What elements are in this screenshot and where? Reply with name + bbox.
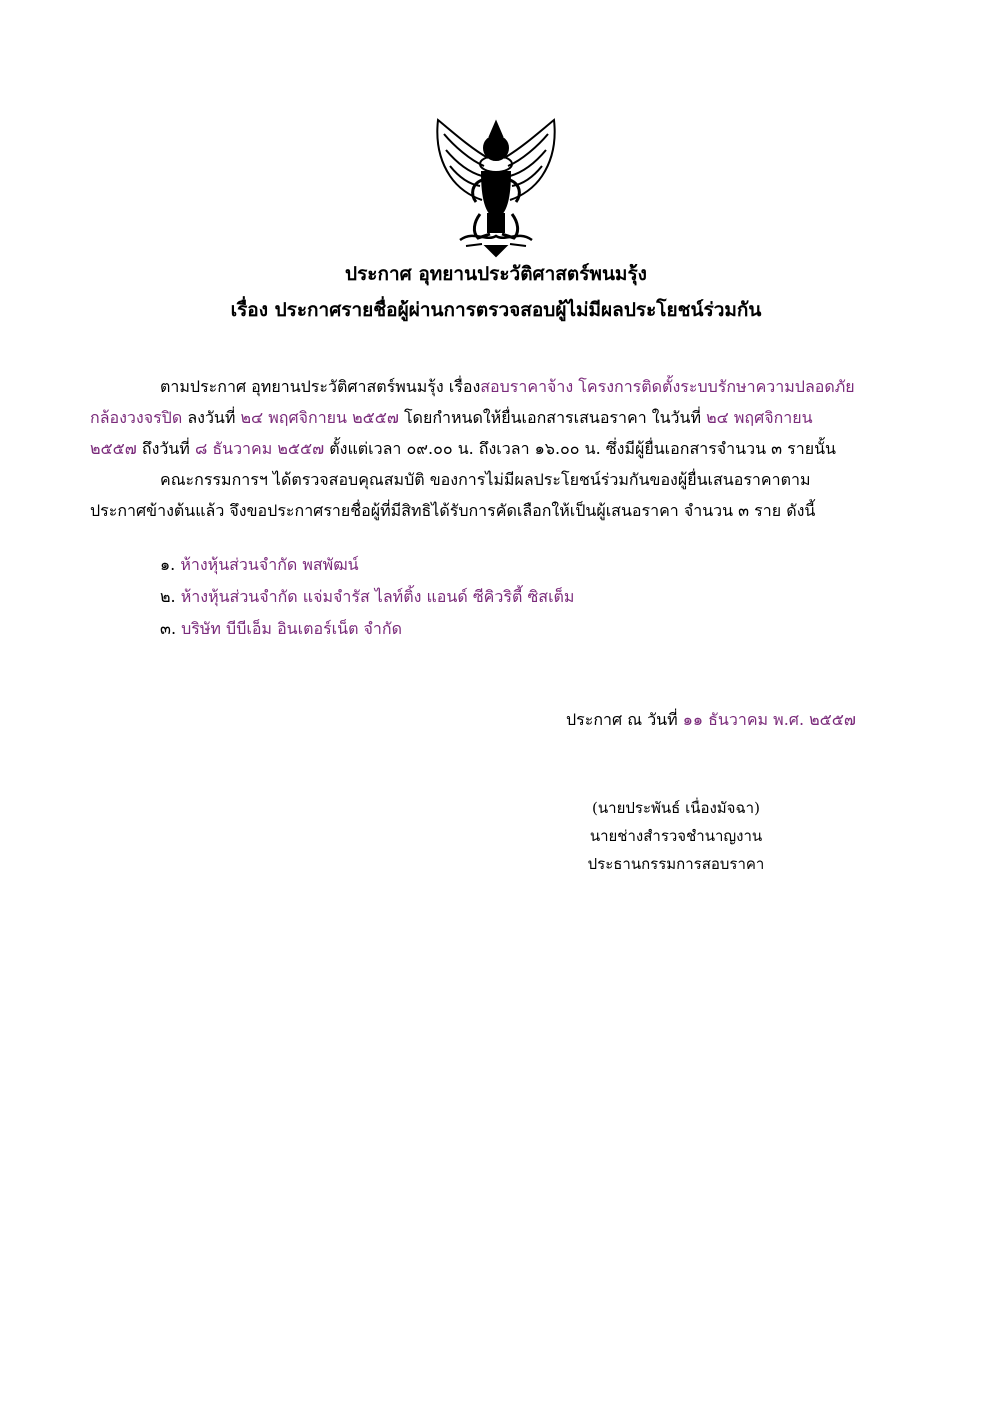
paragraph-1-line-3 [90,437,836,461]
signing-date: ๑๑ ธันวาคม พ.ศ. ๒๕๕๗ [682,710,856,729]
announcement-date-line [566,708,856,732]
text-run: ตามประกาศ อุทยานประวัติศาสตร์พนมรุ้ง เรื่อง [160,377,481,396]
text-run: ถึงวันที่ [136,439,195,458]
list-number: ๑. [160,555,181,574]
list-item [160,585,574,609]
project-name-cont: กล้องวงจรปิด [90,408,183,427]
text-run: โดยกำหนดให้ยื่นเอกสารเสนอราคา ในวันที่ [398,408,707,427]
submission-start-date: ๒๔ พฤศจิกายน [706,408,813,427]
list-item [160,617,402,641]
announcement-subject: เรื่อง ประกาศรายชื่อผู้ผ่านการตรวจสอบผู้ไม่มีผลประโยชน์ร่วมกัน [230,299,762,321]
text-run: น. ซึ่งมีผู้ยื่นเอกสารจำนวน [579,439,772,458]
text-run: ประกาศข้างต้นแล้ว จึงขอประกาศรายชื่อผู้ที่มีสิทธิได้รับการคัดเลือกให้เป็นผู้เสนอราคา จำนวน [90,501,739,520]
text-run: ลงวันที่ [182,408,241,427]
signatory-role: ประธานกรรมการสอบราคา [587,855,765,873]
signatory-name: (นายประพันธ์ เนื่องมัจฉา) [592,799,760,817]
bidder-count: ๓ [771,439,783,458]
announcement-title: ประกาศ อุทยานประวัติศาสตร์พนมรุ้ง [345,263,647,285]
garuda-emblem-icon [430,118,562,258]
company-name: บริษัท บีบีเอ็ม อินเตอร์เน็ต จำกัด [181,619,402,638]
text-run: ราย ดังนี้ [749,501,816,520]
text-run: ประกาศ ณ วันที่ [566,710,683,729]
list-number: ๓. [160,619,182,638]
paragraph-1-line-1 [160,375,855,399]
text-run: รายนั้น [782,439,836,458]
submission-end-date: ๘ ธันวาคม ๒๕๕๗ [194,439,325,458]
text-run: ตั้งแต่เวลา [324,439,407,458]
qualified-count: ๓ [738,501,750,520]
end-time: ๑๖.๐๐ [534,439,580,458]
text-run: น. ถึงเวลา [452,439,535,458]
submission-start-year: ๒๕๕๗ [90,439,137,458]
company-name: ห้างหุ้นส่วนจำกัด แจ่มจำรัส ไลท์ติ้ง แอนด์ ซีคิวริตี้ ซิสเต็ม [180,587,575,606]
company-name: ห้างหุ้นส่วนจำกัด พสพัฒน์ [180,555,359,574]
list-item [160,553,359,577]
start-time: ๐๙.๐๐ [406,439,453,458]
project-name: สอบราคาจ้าง โครงการติดตั้งระบบรักษาความปลอดภัย [480,377,855,396]
paragraph-2-line-2 [90,499,815,523]
signatory-position: นายช่างสำรวจชำนาญงาน [589,827,763,845]
paragraph-1-line-2 [90,406,813,430]
announcement-date: ๒๔ พฤศจิกายน ๒๕๕๗ [240,408,399,427]
list-number: ๒. [160,587,181,606]
paragraph-2-line-1: คณะกรรมการฯ ได้ตรวจสอบคุณสมบัติ ของการไม่มีผลประโยชน์ร่วมกันของผู้ยื่นเสนอราคาตาม [160,470,811,489]
